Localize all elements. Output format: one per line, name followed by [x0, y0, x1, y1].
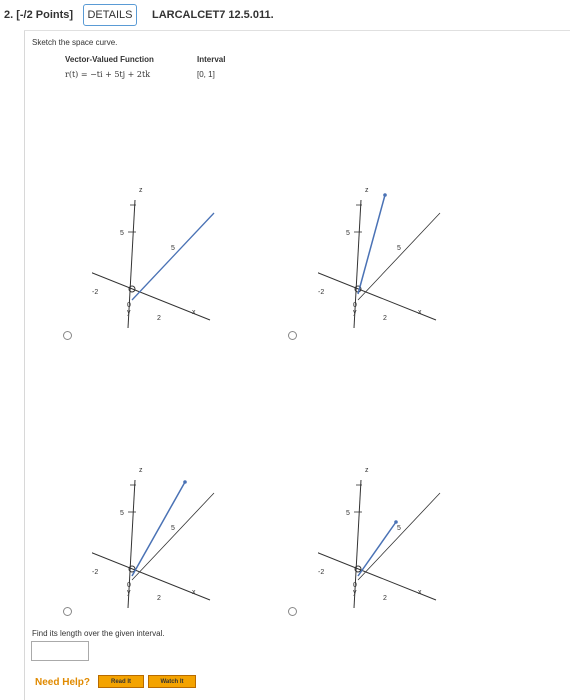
neg-two-label: -2 [92, 289, 99, 296]
graph-option-2 [318, 160, 498, 350]
function-column-header: Vector-Valued Function [65, 55, 154, 64]
answer-input[interactable] [31, 641, 89, 661]
vector-function: r(t) = −ti + 5tj + 2tk [65, 70, 151, 79]
diag-five-label: 5 [171, 525, 175, 532]
z-label: z [139, 187, 143, 194]
curve-endpoint [183, 480, 187, 484]
two-label: 2 [383, 595, 387, 602]
z-five-label: 5 [346, 510, 350, 517]
two-label: 2 [157, 315, 161, 322]
diag-five-label: 5 [397, 245, 401, 252]
length-prompt: Find its length over the given interval. [32, 629, 165, 638]
top-divider [24, 30, 570, 31]
space-curve [358, 195, 385, 294]
two-label: 2 [157, 595, 161, 602]
zero-label: 0 [127, 582, 131, 589]
graph-option-3 [92, 440, 272, 630]
radio-option-2[interactable] [288, 331, 297, 340]
zero-label: 0 [353, 582, 357, 589]
problem-id: LARCALCET7 12.5.011. [152, 9, 274, 21]
z-five-label: 5 [120, 230, 124, 237]
z-five-label: 5 [346, 230, 350, 237]
y-label: y [353, 589, 357, 596]
x-axis [132, 493, 214, 580]
y-label: y [127, 589, 131, 596]
zero-label: 0 [353, 302, 357, 309]
y-label: y [353, 309, 357, 316]
x-axis [358, 493, 440, 580]
space-curve [358, 522, 396, 576]
curve-endpoint [383, 193, 387, 197]
space-curve [132, 482, 185, 576]
z-label: z [365, 187, 369, 194]
diag-five-label: 5 [397, 525, 401, 532]
question-prompt: Sketch the space curve. [32, 38, 118, 47]
curve-endpoint [394, 520, 398, 524]
interval-value: [0, 1] [197, 70, 215, 79]
x-label: x [418, 309, 422, 316]
neg-two-label: -2 [318, 289, 325, 296]
read-it-button[interactable]: Read It [98, 675, 144, 688]
z-label: z [365, 467, 369, 474]
z-five-label: 5 [120, 510, 124, 517]
neg-two-label: -2 [318, 569, 325, 576]
details-button[interactable]: DETAILS [83, 4, 137, 26]
neg-two-label: -2 [92, 569, 99, 576]
graph-option-1 [92, 160, 272, 350]
x-label: x [192, 309, 196, 316]
radio-option-1[interactable] [63, 331, 72, 340]
watch-it-button[interactable]: Watch It [148, 675, 196, 688]
interval-column-header: Interval [197, 55, 226, 64]
question-header [0, 0, 570, 30]
need-help-label: Need Help? [35, 677, 91, 688]
radio-option-4[interactable] [288, 607, 297, 616]
y-label: y [127, 309, 131, 316]
x-axis [132, 213, 214, 300]
zero-label: 0 [127, 302, 131, 309]
x-axis [358, 213, 440, 300]
points-label: 2. [-/2 Points] [4, 9, 74, 21]
two-label: 2 [383, 315, 387, 322]
z-label: z [139, 467, 143, 474]
x-label: x [418, 589, 422, 596]
diag-five-label: 5 [171, 245, 175, 252]
radio-option-3[interactable] [63, 607, 72, 616]
graph-option-4 [318, 440, 498, 630]
left-divider [24, 30, 25, 700]
x-label: x [192, 589, 196, 596]
